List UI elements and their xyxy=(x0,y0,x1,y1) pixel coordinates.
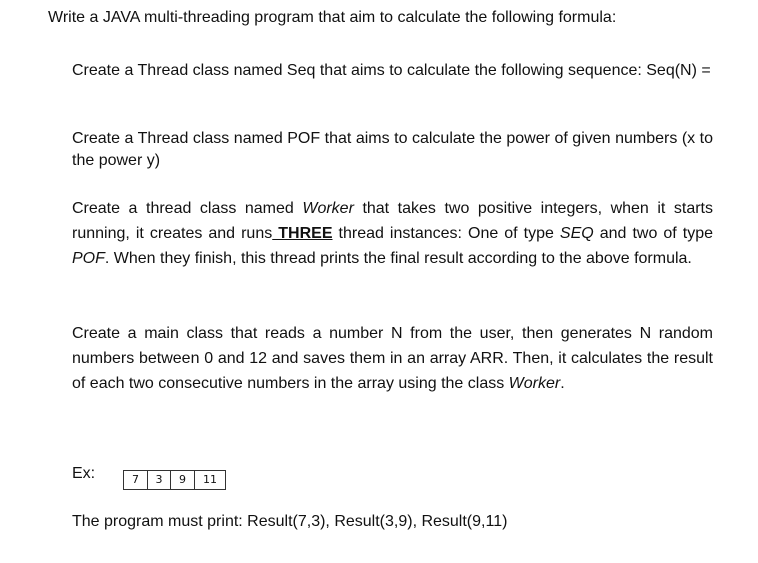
example-label: Ex: xyxy=(72,465,96,482)
main-class-paragraph xyxy=(72,321,713,396)
main-text-1: Create a main class that reads a number N from the user, then generates N random numbers between 0 and 12 and saves them in an array ARR. Then, it calculates the result of each two consecutive numbers in the array using the class xyxy=(72,325,713,392)
array-cell: 7 xyxy=(132,473,139,486)
array-cell: 11 xyxy=(194,471,225,489)
worker-text-4: and two of type xyxy=(593,225,714,242)
pof-type-name: POF xyxy=(72,250,105,267)
three-emphasis: THREE xyxy=(272,225,333,242)
question-heading: Write a JAVA multi-threading program that aim to calculate the following formula: xyxy=(48,9,617,26)
main-worker-name: Worker xyxy=(508,375,561,392)
array-cell: 9 xyxy=(170,471,194,489)
main-text-2: . xyxy=(560,375,565,392)
pof-paragraph: Create a Thread class named POF that aims to calculate the power of given numbers (x to the power y) xyxy=(72,130,713,169)
worker-text-2: that takes two positive integers, when it starts running, it creates and runs xyxy=(72,200,714,242)
seq-paragraph: Create a Thread class named Seq that aims to calculate the following sequence: Seq(N) = xyxy=(72,62,711,79)
example-array xyxy=(123,470,226,490)
worker-paragraph xyxy=(72,196,713,271)
worker-text-1: Create a thread class named xyxy=(72,200,303,217)
seq-type-name: SEQ xyxy=(559,225,594,242)
array-cell: 3 xyxy=(147,471,170,489)
worker-text-3: thread instances: One of type xyxy=(332,225,560,242)
result-line: The program must print: Result(7,3), Result(3,9), Result(9,11) xyxy=(72,513,508,530)
worker-text-5: . When they finish, this thread prints the final result according to the above formula. xyxy=(104,250,692,267)
worker-class-name: Worker xyxy=(302,200,354,217)
